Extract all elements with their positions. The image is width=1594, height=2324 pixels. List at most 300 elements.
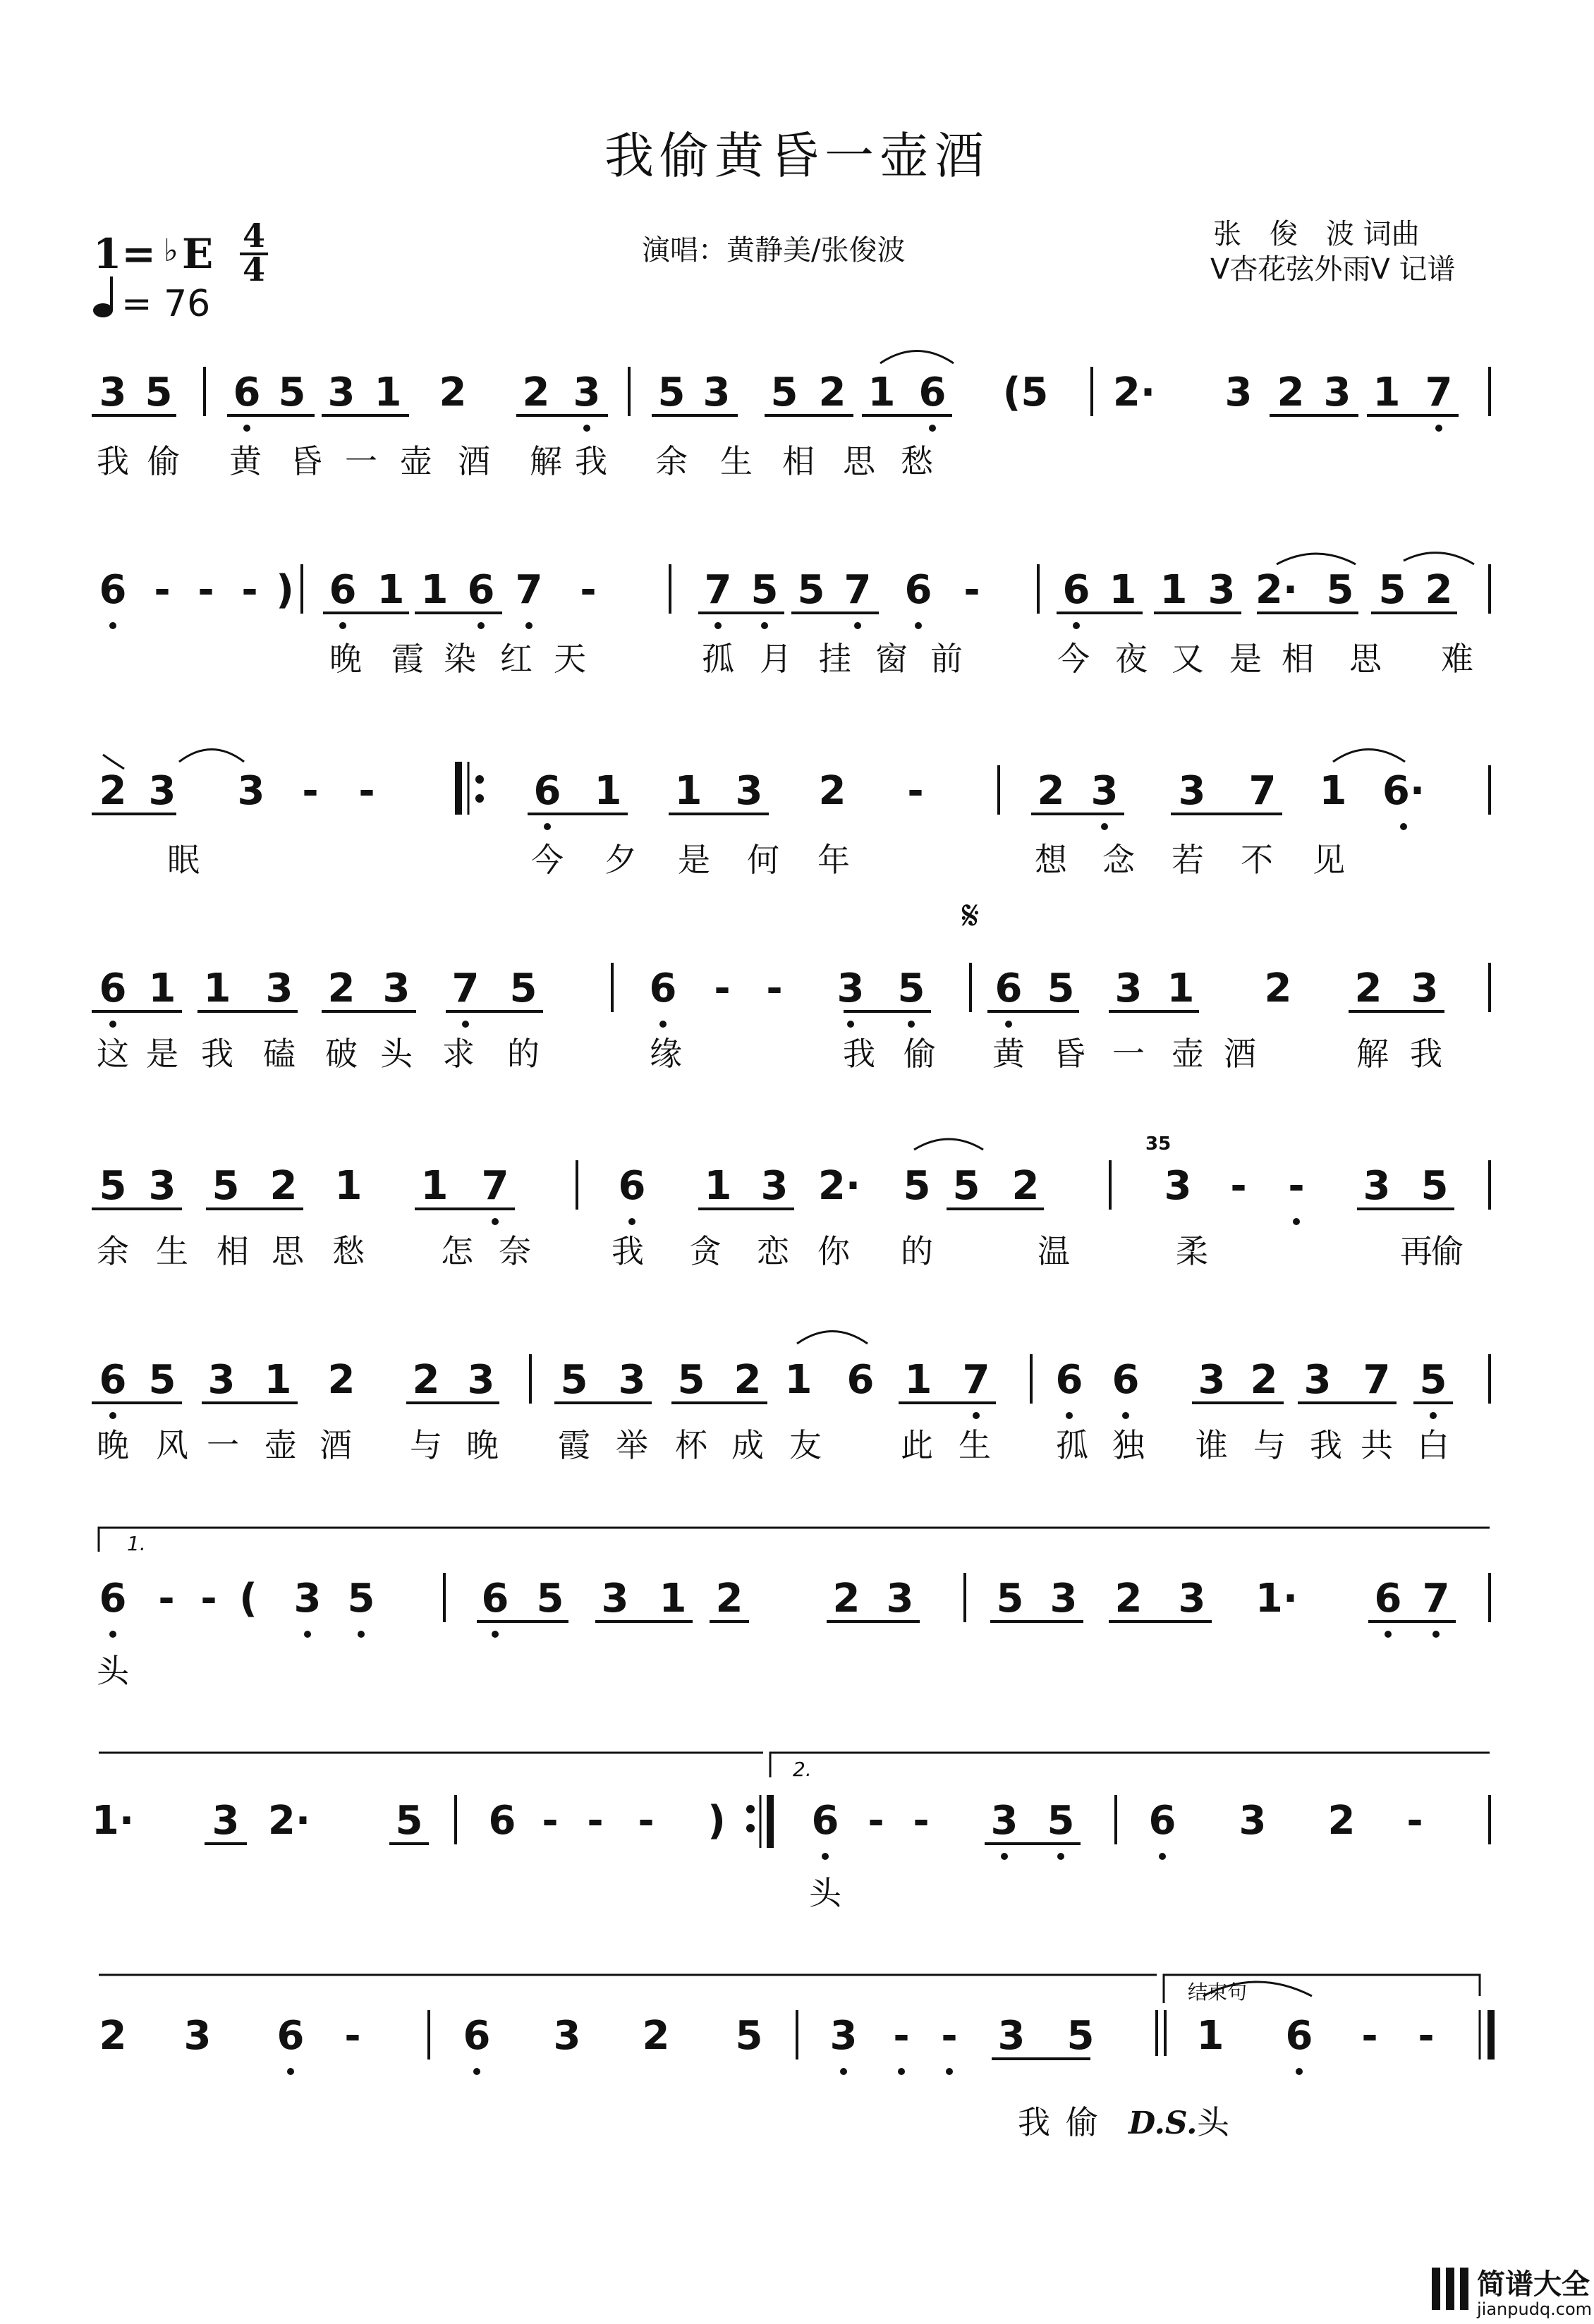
note: 7 (962, 1357, 990, 1403)
octave-dot (304, 1631, 311, 1638)
note: 3 (997, 2013, 1026, 2059)
note: 5 (148, 1357, 176, 1403)
note: 3 (207, 1357, 236, 1403)
time-signature (240, 217, 268, 288)
octave-dot (544, 823, 551, 830)
lyric-syllable: 一 (207, 1426, 239, 1464)
note: - (200, 1576, 217, 1622)
note: 5 (897, 966, 925, 1011)
note: 1 (868, 370, 896, 415)
note: - (154, 567, 171, 613)
octave-dot (1400, 823, 1407, 830)
lyric-syllable: 昏 (1053, 1035, 1085, 1073)
lyric-syllable: 眠 (167, 841, 200, 879)
note: 3 (1090, 768, 1119, 814)
key-note: E (182, 230, 214, 278)
composer-credit: 张 俊 波 词曲 (1213, 218, 1420, 250)
note: 1 (420, 567, 449, 613)
note: - (302, 768, 319, 814)
lyric-syllable: 挂 (819, 640, 851, 678)
note: 2 (522, 370, 550, 415)
lyric-syllable: 难 (1441, 640, 1473, 678)
lyric-syllable: 一 (345, 442, 377, 480)
tempo-value: = 76 (121, 283, 211, 325)
octave-dot (492, 1218, 499, 1225)
octave-dot (1122, 1412, 1129, 1419)
note: 2 (412, 1357, 440, 1403)
lyric-syllable: 谁 (1196, 1426, 1228, 1464)
note: 3 (237, 768, 265, 814)
note: 2 (818, 370, 846, 415)
note: 3 (183, 2013, 212, 2059)
final-barline (1480, 2010, 1491, 2060)
octave-dot (714, 622, 722, 629)
note: 5 (1047, 966, 1075, 1011)
octave-dot (929, 425, 936, 432)
note: 6 (618, 1163, 646, 1209)
note: 6 (99, 567, 127, 613)
lyric-syllable: 晚 (466, 1426, 499, 1464)
note: 3 (990, 1798, 1018, 1844)
song-title: 我偷黄昏一壶酒 (604, 127, 990, 185)
octave-dot (761, 622, 768, 629)
lyric-syllable: 的 (901, 1232, 933, 1270)
note: 3 (760, 1163, 789, 1209)
note: 3 (601, 1576, 629, 1622)
lyric-syllable: 染 (444, 640, 476, 678)
note: 3 (1164, 1163, 1192, 1209)
lyric-syllable: 前 (930, 640, 963, 678)
note: 3 (148, 768, 176, 814)
lyric-syllable: 这 (97, 1035, 129, 1073)
lyric-syllable: 一 (1112, 1035, 1145, 1073)
octave-dot (462, 1021, 469, 1028)
note: 2 (1037, 768, 1065, 814)
note: 7 (1363, 1357, 1391, 1403)
octave-dot (1159, 1853, 1166, 1860)
note: 2 (99, 2013, 127, 2059)
note: 1 (377, 567, 405, 613)
octave-dot (898, 2068, 905, 2075)
lyric-syllable: 思 (1349, 640, 1382, 678)
note: 3 (1178, 768, 1206, 814)
note: 6 (99, 1576, 127, 1622)
lyric-syllable: 成 (731, 1426, 764, 1464)
repeat-end-sign (746, 1795, 770, 1848)
octave-dot (840, 2068, 847, 2075)
note: 1 (1160, 567, 1188, 613)
note: 6 (276, 2013, 305, 2059)
lyric-syllable: 偷 (1066, 2103, 1098, 2141)
note: 5 (1419, 1357, 1447, 1403)
note: 5 (996, 1576, 1024, 1622)
octave-dot (908, 1021, 915, 1028)
note: 1 (594, 768, 622, 814)
note: 2· (817, 1163, 861, 1209)
note: - (1230, 1163, 1247, 1209)
octave-dot (854, 622, 861, 629)
note: 2 (1250, 1357, 1278, 1403)
note: 1 (374, 370, 402, 415)
octave-dot (973, 1412, 980, 1419)
lyric-syllable: 愁 (332, 1232, 365, 1270)
note: 7 (1422, 1576, 1450, 1622)
note: 2 (1354, 966, 1382, 1011)
ds-mark: D.S. (1128, 2105, 1198, 2141)
lyric-syllable: 头 (97, 1652, 129, 1690)
note: 3 (735, 768, 763, 814)
octave-dot (473, 2068, 480, 2075)
note: 6 (467, 567, 495, 613)
note: 2 (832, 1576, 860, 1622)
note: 3 (1411, 966, 1439, 1011)
octave-dot (847, 1021, 854, 1028)
note: - (766, 966, 783, 1011)
note: 2 (99, 768, 127, 814)
note: 5 (1420, 1163, 1449, 1209)
note: 5 (560, 1357, 588, 1403)
octave-dot (946, 2068, 953, 2075)
lyric-syllable: 年 (817, 841, 850, 879)
lyric-syllable: 孤 (1056, 1426, 1088, 1464)
repeat-start-sign (458, 762, 484, 815)
note: 2 (1327, 1798, 1356, 1844)
lyric-syllable: 酒 (320, 1426, 352, 1464)
lyric-syllable: 是 (1229, 640, 1262, 678)
note: 2 (1011, 1163, 1040, 1209)
note: - (158, 1576, 175, 1622)
note: - (714, 966, 731, 1011)
note: 5 (1047, 1798, 1075, 1844)
time-top: 4 (242, 217, 266, 255)
note: 2 (1264, 966, 1292, 1011)
lyric-syllable: 头 (1197, 2103, 1229, 2141)
lyric-syllable: 壶 (264, 1426, 297, 1464)
note: 2· (1112, 370, 1156, 415)
note: 6 (1062, 567, 1090, 613)
lyric-syllable: 我 (201, 1035, 233, 1073)
lyric-syllable: 的 (507, 1035, 540, 1073)
note: 5 (212, 1163, 240, 1209)
octave-dot (1001, 1853, 1008, 1860)
lyric-syllable: 我 (97, 442, 129, 480)
lyric-syllable: 孤 (702, 640, 734, 678)
note: 1 (203, 966, 231, 1011)
lyric-syllable: 解 (1356, 1035, 1389, 1073)
notes-layer (92, 370, 1459, 2075)
note: 5 (657, 370, 686, 415)
note: 5 (797, 567, 825, 613)
note: 5 (1326, 567, 1354, 613)
flat-sign: ♭ (164, 233, 178, 269)
note: 5 (1066, 2013, 1095, 2059)
note: 5 (735, 2013, 763, 2059)
note: 1 (334, 1163, 363, 1209)
octave-dot (339, 622, 346, 629)
note: 3 (212, 1798, 240, 1844)
lyric-syllable: 我 (1310, 1426, 1342, 1464)
lyric-syllable: 思 (272, 1232, 304, 1270)
note: 6 (811, 1798, 839, 1844)
note: 6 (994, 966, 1023, 1011)
note: 2 (1277, 370, 1305, 415)
note: 2 (715, 1576, 743, 1622)
octave-dot (287, 2068, 294, 2075)
note: 3 (99, 370, 127, 415)
lyric-syllable: 晚 (97, 1426, 129, 1464)
lyric-syllable: 天 (554, 640, 586, 678)
note: ) (707, 1798, 726, 1844)
note: 7 (515, 567, 543, 613)
note: 3 (467, 1357, 495, 1403)
lyric-syllable: 念 (1102, 841, 1135, 879)
note: 3 (1050, 1576, 1078, 1622)
lyric-syllable: 今 (531, 841, 564, 879)
note: 5 (278, 370, 306, 415)
note: 6 (99, 966, 127, 1011)
lyric-syllable: 温 (1038, 1232, 1070, 1270)
lyric-syllable: 月 (760, 640, 792, 678)
lyric-syllable: 杯 (675, 1426, 707, 1464)
lyric-syllable: 相 (1282, 640, 1314, 678)
lyric-syllable: 此 (901, 1426, 933, 1464)
note: 3 (1114, 966, 1143, 1011)
lyric-syllable: 我 (843, 1035, 875, 1073)
note: 1 (420, 1163, 449, 1209)
note: 5 (99, 1163, 127, 1209)
note: 3 (327, 370, 355, 415)
note: 3 (1363, 1163, 1391, 1209)
octave-dot (1057, 1853, 1064, 1860)
lyric-syllable: 奈 (499, 1232, 531, 1270)
note: 6 (1374, 1576, 1402, 1622)
lyric-syllable: 我 (575, 442, 607, 480)
note: 5 (677, 1357, 705, 1403)
note: 7 (451, 966, 480, 1011)
note: - (241, 567, 258, 613)
note: 6 (99, 1357, 127, 1403)
lyric-syllable: 恋 (757, 1232, 789, 1270)
lyric-syllable: 风 (156, 1426, 188, 1464)
octave-dot (358, 1631, 365, 1638)
ending-label: 结束句 (1188, 1981, 1248, 2004)
octave-dot (1066, 1412, 1073, 1419)
lyric-syllable: 若 (1172, 841, 1204, 879)
note: 3 (382, 966, 410, 1011)
note: - (638, 1798, 655, 1844)
note: 1 (784, 1357, 813, 1403)
score-header (93, 127, 1455, 325)
note: 5 (395, 1798, 423, 1844)
octave-dot (525, 622, 533, 629)
grace-notes: 35 (1145, 1133, 1172, 1155)
octave-dot (1073, 622, 1080, 629)
note: 3 (1198, 1357, 1226, 1403)
note: 2 (734, 1357, 762, 1403)
note: - (197, 567, 214, 613)
note: 2 (327, 1357, 355, 1403)
lyric-syllable: 思 (843, 442, 875, 480)
lyric-syllable: 我 (1410, 1035, 1442, 1073)
note: 6 (1055, 1357, 1083, 1403)
lyric-syllable: 又 (1172, 640, 1204, 678)
lyric-syllable: 相 (782, 442, 815, 480)
note: 3 (265, 966, 293, 1011)
note: - (1418, 2013, 1435, 2059)
octave-dot (1293, 1218, 1300, 1225)
note: 5 (952, 1163, 980, 1209)
singer-credit: 演唱：黄静美/张俊波 (642, 234, 906, 267)
note: 5 (509, 966, 537, 1011)
lyric-syllable: 与 (410, 1426, 442, 1464)
octave-dot (1435, 425, 1442, 432)
lyric-syllable: 霞 (558, 1426, 590, 1464)
note: 6 (488, 1798, 516, 1844)
note: - (913, 1798, 930, 1844)
note: - (907, 768, 924, 814)
lyric-syllable: 贪 (689, 1232, 722, 1270)
octave-dot (1296, 2068, 1303, 2075)
note: 1 (904, 1357, 932, 1403)
octave-dot (243, 425, 250, 432)
note: 3 (148, 1163, 176, 1209)
note: 2· (267, 1798, 311, 1844)
lyric-syllable: 再 (1400, 1232, 1432, 1270)
lyric-syllable: 想 (1035, 841, 1067, 879)
lyric-syllable: 偷 (904, 1035, 936, 1073)
octave-dot (477, 622, 485, 629)
lyric-syllable: 共 (1361, 1426, 1393, 1464)
lyric-syllable: 生 (720, 442, 753, 480)
lyric-syllable: 酒 (458, 442, 490, 480)
note: 1· (91, 1798, 135, 1844)
lyric-syllable: 晚 (329, 640, 362, 678)
volta-1-label: 1. (127, 1532, 146, 1555)
volta-bracket-2 (770, 1753, 1490, 1777)
octave-dot (109, 1631, 116, 1638)
note: 1 (264, 1357, 292, 1403)
note: 6 (904, 567, 932, 613)
lyric-syllable: 求 (442, 1035, 475, 1073)
note: 3 (1178, 1576, 1206, 1622)
octave-dot (1385, 1631, 1392, 1638)
lyric-syllable: 黄 (229, 442, 262, 480)
octave-dot (109, 1412, 116, 1419)
note: 3 (1224, 370, 1253, 415)
note: 3 (836, 966, 865, 1011)
note: 5 (750, 567, 779, 613)
note: 3 (1303, 1357, 1332, 1403)
site-logo (1432, 2268, 1592, 2319)
note: 1 (1196, 2013, 1224, 2059)
note: - (1406, 1798, 1423, 1844)
note: 2 (439, 370, 467, 415)
lyric-syllable: 夜 (1115, 640, 1148, 678)
time-bottom: 4 (242, 250, 266, 288)
lyric-syllable: 柔 (1176, 1232, 1208, 1270)
tempo-mark (93, 276, 210, 325)
note: 7 (844, 567, 872, 613)
segno-sign: 𝄋 (961, 892, 980, 939)
note: 5 (536, 1576, 564, 1622)
lyric-syllable: 头 (380, 1035, 413, 1073)
note: - (963, 567, 980, 613)
octave-dot (109, 622, 116, 629)
lyric-syllable: 红 (500, 640, 533, 678)
lyric-syllable: 昏 (290, 442, 322, 480)
lyric-syllable: 相 (217, 1232, 249, 1270)
note: 3 (573, 370, 601, 415)
note: 1· (1255, 1576, 1298, 1622)
note: 6 (1285, 2013, 1313, 2059)
lyric-syllable: 偷 (147, 442, 180, 480)
note: 1 (704, 1163, 732, 1209)
note: 5 (145, 370, 173, 415)
note: 3 (829, 2013, 858, 2059)
note: (5 (1002, 370, 1049, 415)
lyric-syllable: 见 (1313, 841, 1345, 879)
note: 5 (1378, 567, 1406, 613)
lyric-syllable: 我 (1018, 2103, 1050, 2141)
lyric-syllable: 壶 (1172, 1035, 1204, 1073)
lyric-syllable: 何 (747, 841, 779, 879)
note: 1 (659, 1576, 687, 1622)
note: 6 (233, 370, 261, 415)
logo-text: 简谱大全 (1477, 2268, 1590, 2301)
lyric-syllable: 夕 (604, 841, 637, 879)
note: 7 (1248, 768, 1277, 814)
lyric-syllable: 壶 (400, 442, 432, 480)
volta-bracket-1 (99, 1528, 1490, 1552)
lyric-syllable: 友 (789, 1426, 822, 1464)
lyric-syllable: 怎 (441, 1232, 473, 1270)
lyric-syllable: 独 (1112, 1426, 1145, 1464)
note: 3 (1239, 1798, 1267, 1844)
octave-dot (492, 1631, 499, 1638)
note: 6 (649, 966, 677, 1011)
lyric-syllable: 举 (616, 1426, 648, 1464)
note: 5 (903, 1163, 931, 1209)
note: - (542, 1798, 559, 1844)
lyric-syllable: 你 (817, 1232, 850, 1270)
note: 3 (702, 370, 731, 415)
note: 1 (1373, 370, 1401, 415)
lyric-syllable: 破 (325, 1035, 358, 1073)
lyric-syllable: 霞 (391, 640, 424, 678)
note: - (868, 1798, 884, 1844)
logo-url: jianpudq.com (1477, 2299, 1593, 2319)
octave-dot (822, 1853, 829, 1860)
note: 2 (642, 2013, 670, 2059)
note: 6 (481, 1576, 509, 1622)
note: 3 (1323, 370, 1351, 415)
note: 2 (1114, 1576, 1143, 1622)
note: - (587, 1798, 604, 1844)
octave-dot (1430, 1412, 1437, 1419)
note: 1 (674, 768, 702, 814)
note: - (580, 567, 597, 613)
note: 1 (148, 966, 176, 1011)
note: 2 (1425, 567, 1453, 613)
lyric-syllable: 余 (655, 442, 688, 480)
lyric-syllable: 酒 (1224, 1035, 1256, 1073)
lyric-syllable: 是 (146, 1035, 178, 1073)
note: 3 (553, 2013, 581, 2059)
note: ( (239, 1576, 257, 1622)
note: - (358, 768, 375, 814)
lyric-syllable: 解 (530, 442, 562, 480)
note: ) (276, 567, 294, 613)
